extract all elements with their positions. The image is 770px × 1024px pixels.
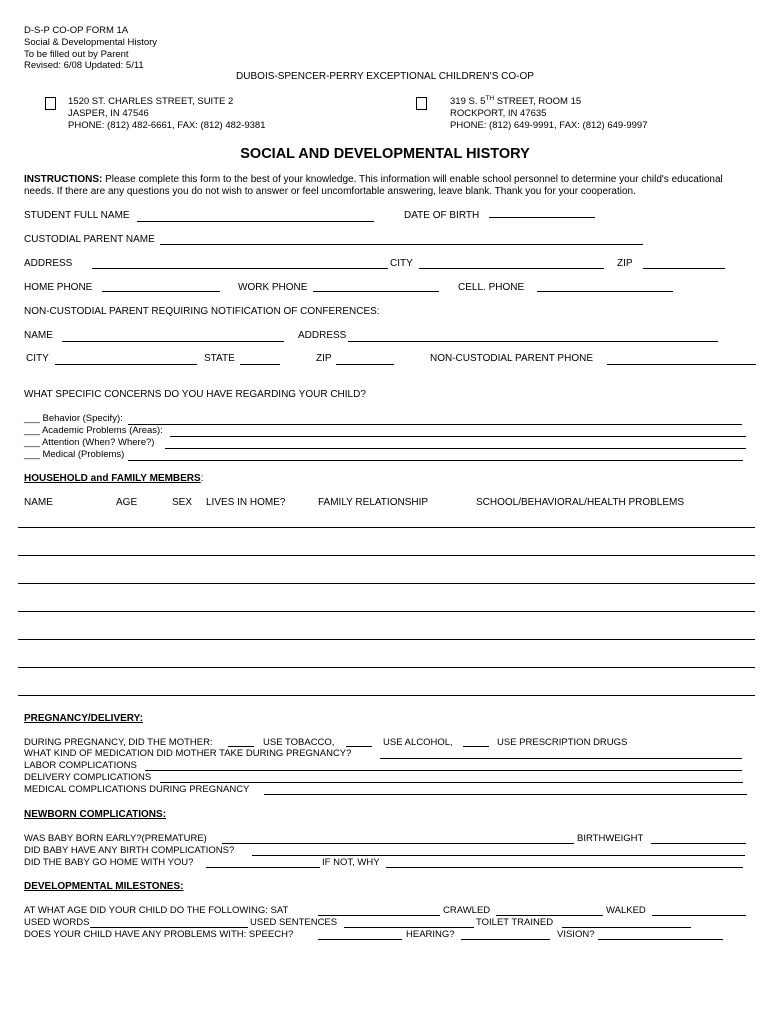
household-row[interactable]: [18, 695, 755, 696]
work-phone-field[interactable]: [313, 291, 439, 292]
student-name-field[interactable]: [137, 221, 374, 222]
custodial-parent-label: CUSTODIAL PARENT NAME: [24, 234, 155, 245]
premature-label: WAS BABY BORN EARLY?(PREMATURE): [24, 833, 207, 844]
nc-address-field[interactable]: [348, 341, 718, 342]
home-phone-label: HOME PHONE: [24, 282, 93, 293]
col-name: NAME: [24, 497, 53, 508]
sentences-label: USED SENTENCES: [250, 917, 338, 928]
if-not-why-field[interactable]: [386, 867, 743, 868]
city-label: CITY: [390, 258, 413, 269]
medication-label: WHAT KIND OF MEDICATION DID MOTHER TAKE DURING PREGNANCY?: [24, 748, 352, 759]
dob-field[interactable]: [489, 217, 595, 218]
address-field[interactable]: [92, 268, 388, 269]
nc-city-label: CITY: [26, 353, 49, 364]
household-row[interactable]: [18, 611, 755, 612]
page-title: SOCIAL AND DEVELOPMENTAL HISTORY: [240, 146, 530, 162]
pregnancy-during-label: DURING PREGNANCY, DID THE MOTHER:: [24, 737, 213, 748]
household-row[interactable]: [18, 555, 755, 556]
concern-academic-label: ___ Academic Problems (Areas):: [24, 425, 163, 436]
medical-comp-field[interactable]: [264, 794, 747, 795]
birth-comp-label: DID BABY HAVE ANY BIRTH COMPLICATIONS?: [24, 845, 235, 856]
form-id: D-S-P CO-OP FORM 1A: [24, 25, 129, 36]
nc-state-field[interactable]: [240, 364, 280, 365]
toilet-label: TOILET TRAINED: [476, 917, 554, 928]
hearing-label: HEARING?: [406, 929, 455, 940]
filled-by-note: To be filled out by Parent: [24, 49, 129, 60]
nc-address-label: ADDRESS: [298, 330, 347, 341]
concern-behavior-label: ___ Behavior (Specify):: [24, 413, 123, 424]
jasper-phone: PHONE: (812) 482-6661, FAX: (812) 482-9381: [68, 120, 266, 131]
revision-date: Revised: 6/08 Updated: 5/11: [24, 60, 144, 71]
household-row[interactable]: [18, 639, 755, 640]
cell-phone-field[interactable]: [537, 291, 673, 292]
home-phone-field[interactable]: [102, 291, 220, 292]
went-home-field[interactable]: [206, 867, 320, 868]
cell-phone-label: CELL. PHONE: [458, 282, 525, 293]
jasper-office-checkbox[interactable]: [45, 97, 56, 110]
if-not-why-label: IF NOT, WHY: [322, 857, 380, 868]
concern-attention-label: ___ Attention (When? Where?): [24, 437, 155, 448]
speech-label: DOES YOUR CHILD HAVE ANY PROBLEMS WITH: SPEECH?: [24, 929, 294, 940]
dob-label: DATE OF BIRTH: [404, 210, 480, 221]
walked-field[interactable]: [652, 915, 746, 916]
medical-comp-label: MEDICAL COMPLICATIONS DURING PREGNANCY: [24, 784, 250, 795]
form-name: Social & Developmental History: [24, 37, 158, 48]
coop-name: DUBOIS-SPENCER-PERRY EXCEPTIONAL CHILDREN'S CO-OP: [236, 71, 534, 82]
noncustodial-heading: NON-CUSTODIAL PARENT REQUIRING NOTIFICATION OF CONFERENCES:: [24, 306, 380, 317]
custodial-parent-field[interactable]: [160, 244, 643, 245]
address-label: ADDRESS: [24, 258, 73, 269]
nc-phone-field[interactable]: [607, 364, 756, 365]
crawled-label: CRAWLED: [443, 905, 491, 916]
col-problems: SCHOOL/BEHAVIORAL/HEALTH PROBLEMS: [476, 497, 685, 508]
col-family-relationship: FAMILY RELATIONSHIP: [318, 497, 429, 508]
nc-phone-label: NON-CUSTODIAL PARENT PHONE: [430, 353, 593, 364]
instructions: [24, 174, 749, 198]
hearing-field[interactable]: [461, 939, 550, 940]
sat-field[interactable]: [318, 915, 440, 916]
sentences-field[interactable]: [344, 927, 474, 928]
zip-label: ZIP: [617, 258, 633, 269]
milestones-heading: DEVELOPMENTAL MILESTONES:: [24, 881, 184, 892]
alcohol-field[interactable]: [346, 746, 372, 747]
newborn-heading: NEWBORN COMPLICATIONS:: [24, 809, 167, 820]
concern-academic-field[interactable]: [170, 436, 746, 437]
zip-field[interactable]: [643, 268, 725, 269]
work-phone-label: WORK PHONE: [238, 282, 308, 293]
rockport-office-checkbox[interactable]: [416, 97, 427, 110]
instructions-text: Please complete this form to the best of your knowledge. This information will enable school personnel to determine your child's educational needs. If there are any questions you do not wish to answer or feel uncomfortable answering, leave blank. Thank you for your cooperation.: [24, 174, 723, 197]
tobacco-field[interactable]: [228, 746, 254, 747]
student-name-label: STUDENT FULL NAME: [24, 210, 130, 221]
sat-label: AT WHAT AGE DID YOUR CHILD DO THE FOLLOWING: SAT: [24, 905, 289, 916]
birthweight-label: BIRTHWEIGHT: [577, 833, 644, 844]
rockport-street: 319 S. 5TH STREET, ROOM 15: [450, 94, 582, 107]
col-sex: SEX: [172, 497, 193, 508]
vision-label: VISION?: [557, 929, 595, 940]
col-lives-in-home: LIVES IN HOME?: [206, 497, 286, 508]
concern-medical-label: ___ Medical (Problems): [24, 449, 125, 460]
nc-name-field[interactable]: [62, 341, 284, 342]
toilet-field[interactable]: [562, 927, 691, 928]
delivery-label: DELIVERY COMPLICATIONS: [24, 772, 152, 783]
concern-medical-field[interactable]: [128, 460, 743, 461]
labor-field[interactable]: [145, 770, 742, 771]
household-heading: HOUSEHOLD and FAMILY MEMBERS:: [24, 473, 204, 484]
concern-attention-field[interactable]: [165, 448, 746, 449]
nc-name-label: NAME: [24, 330, 53, 341]
household-row[interactable]: [18, 527, 755, 528]
nc-zip-field[interactable]: [336, 364, 394, 365]
crawled-field[interactable]: [496, 915, 603, 916]
words-label: USED WORDS: [24, 917, 90, 928]
household-row[interactable]: [18, 583, 755, 584]
instructions-label: INSTRUCTIONS:: [24, 174, 103, 185]
premature-field[interactable]: [222, 843, 574, 844]
pregnancy-heading: PREGNANCY/DELIVERY:: [24, 713, 143, 724]
birth-comp-field[interactable]: [252, 855, 745, 856]
vision-field[interactable]: [598, 939, 723, 940]
nc-zip-label: ZIP: [316, 353, 332, 364]
birthweight-field[interactable]: [651, 843, 746, 844]
labor-label: LABOR COMPLICATIONS: [24, 760, 137, 771]
jasper-city: JASPER, IN 47546: [68, 108, 149, 119]
city-field[interactable]: [419, 268, 604, 269]
speech-field[interactable]: [318, 939, 402, 940]
nc-state-label: STATE: [204, 353, 235, 364]
jasper-street: 1520 ST. CHARLES STREET, SUITE 2: [68, 96, 234, 107]
alcohol-label: USE ALCOHOL,: [383, 737, 453, 748]
concerns-question: WHAT SPECIFIC CONCERNS DO YOU HAVE REGARDING YOUR CHILD?: [24, 389, 366, 400]
medication-field[interactable]: [380, 758, 742, 759]
delivery-field[interactable]: [160, 782, 743, 783]
household-row[interactable]: [18, 667, 755, 668]
tobacco-label: USE TOBACCO,: [263, 737, 335, 748]
col-age: AGE: [116, 497, 138, 508]
words-field[interactable]: [90, 927, 248, 928]
concern-behavior-field[interactable]: [128, 424, 742, 425]
went-home-label: DID THE BABY GO HOME WITH YOU?: [24, 857, 194, 868]
rockport-phone: PHONE: (812) 649-9991, FAX: (812) 649-9997: [450, 120, 648, 131]
nc-city-field[interactable]: [55, 364, 197, 365]
prescription-drugs-field[interactable]: [463, 746, 489, 747]
walked-label: WALKED: [606, 905, 646, 916]
rockport-city: ROCKPORT, IN 47635: [450, 108, 547, 119]
prescription-drugs-label: USE PRESCRIPTION DRUGS: [497, 737, 628, 748]
